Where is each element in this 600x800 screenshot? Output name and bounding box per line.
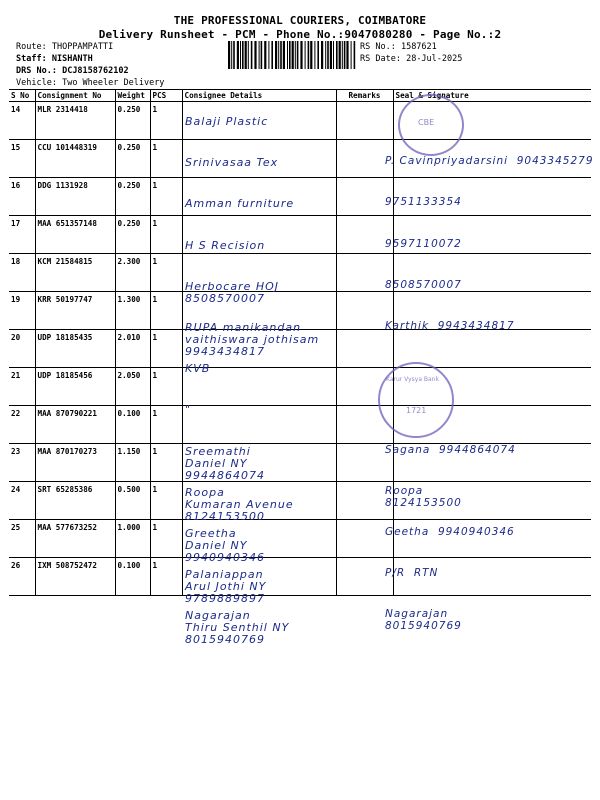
cell-sno: 17	[9, 216, 35, 254]
route-value: THOPPAMPATTI	[51, 42, 114, 52]
barcode-bar	[336, 41, 338, 69]
barcode-bar	[254, 41, 256, 69]
cell-pcs: 1	[150, 368, 182, 406]
barcode-bar	[327, 41, 329, 69]
barcode-image	[228, 41, 356, 69]
cell-sno: 19	[9, 292, 35, 330]
cell-weight: 0.250	[115, 178, 150, 216]
barcode-bar	[325, 41, 326, 69]
cell-sno: 18	[9, 254, 35, 292]
col-header-consignment: Consignment No	[35, 90, 115, 102]
cell-cons: MLR 2314418	[35, 102, 115, 140]
cell-cons: CCU 101448319	[35, 140, 115, 178]
vehicle-line	[16, 77, 164, 89]
handwritten-signature: Nagarajan 8015940769	[385, 608, 462, 633]
cell-weight: 0.250	[115, 140, 150, 178]
cell-pcs: 1	[150, 140, 182, 178]
cell-sno: 22	[9, 406, 35, 444]
barcode-bar	[308, 41, 310, 69]
barcode-bar	[330, 41, 332, 69]
handwritten-consignee: "	[185, 403, 192, 417]
cell-pcs: 1	[150, 330, 182, 368]
barcode-bar	[268, 41, 269, 69]
cell-sno: 25	[9, 520, 35, 558]
barcode-bar	[264, 41, 266, 69]
bank-seal-name: Karur Vysya Bank	[386, 376, 439, 383]
handwritten-consignee: Balaji Plastic	[185, 115, 269, 128]
handwritten-signature: P/R RTN	[385, 567, 439, 580]
handwritten-consignee: KVB	[185, 362, 211, 376]
cell-sno: 16	[9, 178, 35, 216]
cell-pcs: 1	[150, 292, 182, 330]
barcode-bar	[240, 41, 241, 69]
cell-cons: KCM 21584815	[35, 254, 115, 292]
cell-sno: 20	[9, 330, 35, 368]
bank-seal-code: 1721	[406, 406, 427, 415]
cell-pcs: 1	[150, 216, 182, 254]
handwritten-signature: P. Cavinpriyadarsini 9043345279	[385, 155, 594, 168]
table-header-row	[9, 90, 591, 102]
rs-no-label: RS No.:	[360, 42, 396, 52]
cell-weight: 1.300	[115, 292, 150, 330]
rs-date-line	[360, 53, 462, 65]
handwritten-consignee: Herbocare HOJ 8508570007	[185, 279, 280, 305]
handwritten-consignee: Greetha Daniel NY 9940940346	[185, 527, 265, 564]
cell-weight: 0.250	[115, 102, 150, 140]
drs-value: DCJ8158762102	[62, 66, 129, 76]
barcode-bar	[228, 41, 230, 69]
barcode-bar	[344, 41, 346, 69]
barcode-bar	[300, 41, 302, 69]
cell-remarks	[336, 102, 393, 140]
col-header-consignee: Consignee Details	[182, 90, 336, 102]
barcode-bar	[351, 41, 352, 69]
barcode-bar	[354, 41, 356, 69]
cell-pcs: 1	[150, 558, 182, 596]
handwritten-signature: Sagana 9944864074	[385, 443, 516, 456]
barcode-bar	[321, 41, 323, 69]
handwritten-consignee: Nagarajan Thiru Senthil NY 8015940769	[185, 609, 290, 647]
barcode-bar	[280, 41, 282, 69]
route-label: Route:	[16, 42, 47, 52]
cell-sno: 24	[9, 482, 35, 520]
barcode-bar	[275, 41, 277, 69]
barcode-bar	[231, 41, 232, 69]
cell-cons: UDP 18185456	[35, 368, 115, 406]
barcode-bar	[339, 41, 341, 69]
cell-weight: 0.500	[115, 482, 150, 520]
cell-sno: 21	[9, 368, 35, 406]
cell-weight: 2.050	[115, 368, 150, 406]
barcode-bar	[314, 41, 315, 69]
cell-cons: KRR 50197747	[35, 292, 115, 330]
rs-no-value: 1587621	[400, 42, 437, 52]
rs-no-line	[360, 41, 437, 53]
col-header-pcs: PCS	[150, 90, 182, 102]
barcode-bar	[289, 41, 291, 69]
barcode-bar	[342, 41, 343, 69]
barcode-bar	[305, 41, 306, 69]
cell-pcs: 1	[150, 102, 182, 140]
drs-label: DRS No.:	[16, 66, 57, 76]
seal-stamp-text: CBE	[418, 118, 435, 127]
staff-value: NISHANTH	[51, 54, 93, 64]
barcode-bar	[237, 41, 239, 69]
col-header-remarks: Remarks	[336, 90, 393, 102]
cell-weight: 0.100	[115, 558, 150, 596]
barcode-bar	[283, 41, 285, 69]
vehicle-value: Two Wheeler Delivery	[62, 78, 165, 88]
barcode-bar	[292, 41, 294, 69]
seal-stamp	[398, 94, 464, 156]
handwritten-signature: 8508570007	[385, 278, 462, 291]
cell-weight: 1.150	[115, 444, 150, 482]
handwritten-consignee: H S Recision	[185, 238, 266, 252]
cell-pcs: 1	[150, 178, 182, 216]
cell-weight: 0.250	[115, 216, 150, 254]
handwritten-consignee: Amman furniture	[185, 197, 295, 211]
barcode-bar	[333, 41, 334, 69]
handwritten-consignee: Roopa Kumaran Avenue 8124153500	[185, 485, 294, 523]
col-header-signature: Seal & Signature	[393, 90, 591, 102]
handwritten-signature: 9751133354	[385, 196, 462, 209]
cell-sno: 14	[9, 102, 35, 140]
cell-sno: 15	[9, 140, 35, 178]
barcode-bar	[295, 41, 296, 69]
cell-cons: MAA 870790221	[35, 406, 115, 444]
barcode-bar	[287, 41, 288, 69]
barcode-bar	[261, 41, 263, 69]
handwritten-signature: Roopa 8124153500	[385, 484, 462, 509]
company-title: THE PROFESSIONAL COURIERS, COIMBATORE	[173, 14, 427, 27]
handwritten-signature: Karthik 9943434817	[385, 320, 515, 332]
cell-cons: UDP 18185435	[35, 330, 115, 368]
cell-cons: MAA 870170273	[35, 444, 115, 482]
rs-date-label: RS Date:	[360, 54, 401, 64]
staff-label: Staff:	[16, 54, 47, 64]
handwritten-signature: Geetha 9940940346	[385, 526, 515, 538]
cell-weight: 2.300	[115, 254, 150, 292]
cell-pcs: 1	[150, 520, 182, 558]
cell-cons: IXM 508752472	[35, 558, 115, 596]
barcode-bar	[271, 41, 273, 69]
barcode-bar	[310, 41, 312, 69]
barcode-bar	[248, 41, 249, 69]
drs-line	[16, 65, 129, 77]
cell-cons: DDG 1131928	[35, 178, 115, 216]
cell-pcs: 1	[150, 482, 182, 520]
cell-pcs: 1	[150, 406, 182, 444]
handwritten-signature: 9597110072	[385, 237, 462, 250]
cell-pcs: 1	[150, 444, 182, 482]
barcode-bar	[242, 41, 244, 69]
handwritten-consignee: RUPA manikandan vaithiswara jothisam 9943434817	[185, 321, 320, 358]
barcode-bar	[297, 41, 299, 69]
cell-weight: 2.010	[115, 330, 150, 368]
cell-cons: SRT 65285386	[35, 482, 115, 520]
col-header-sno: S No	[9, 90, 35, 102]
cell-sno: 23	[9, 444, 35, 482]
cell-weight: 1.000	[115, 520, 150, 558]
cell-weight: 0.100	[115, 406, 150, 444]
barcode-bar	[251, 41, 253, 69]
barcode-bar	[245, 41, 247, 69]
col-header-weight: Weight	[115, 90, 150, 102]
runsheet-subtitle: Delivery Runsheet - PCM - Phone No.:9047080280 - Page No.:2	[98, 28, 502, 41]
cell-cons: MAA 651357148	[35, 216, 115, 254]
cell-pcs: 1	[150, 254, 182, 292]
bank-seal-stamp	[378, 362, 454, 438]
barcode-bar	[233, 41, 235, 69]
route-line	[16, 41, 113, 53]
barcode-bar	[346, 41, 348, 69]
handwritten-consignee: Sreemathi Daniel NY 9944864074	[185, 444, 265, 482]
barcode-bar	[317, 41, 319, 69]
cell-cons: MAA 577673252	[35, 520, 115, 558]
vehicle-label: Vehicle:	[16, 78, 57, 88]
cell-remarks	[336, 330, 393, 368]
handwritten-consignee: Srinivasaa Tex	[185, 156, 279, 170]
rs-date-value: 28-Jul-2025	[406, 54, 463, 64]
handwritten-consignee: Palaniappan Arul Jothi NY 9789889897	[185, 568, 267, 606]
barcode-bar	[259, 41, 260, 69]
barcode-bar	[278, 41, 279, 69]
cell-sno: 26	[9, 558, 35, 596]
staff-line	[16, 53, 93, 65]
